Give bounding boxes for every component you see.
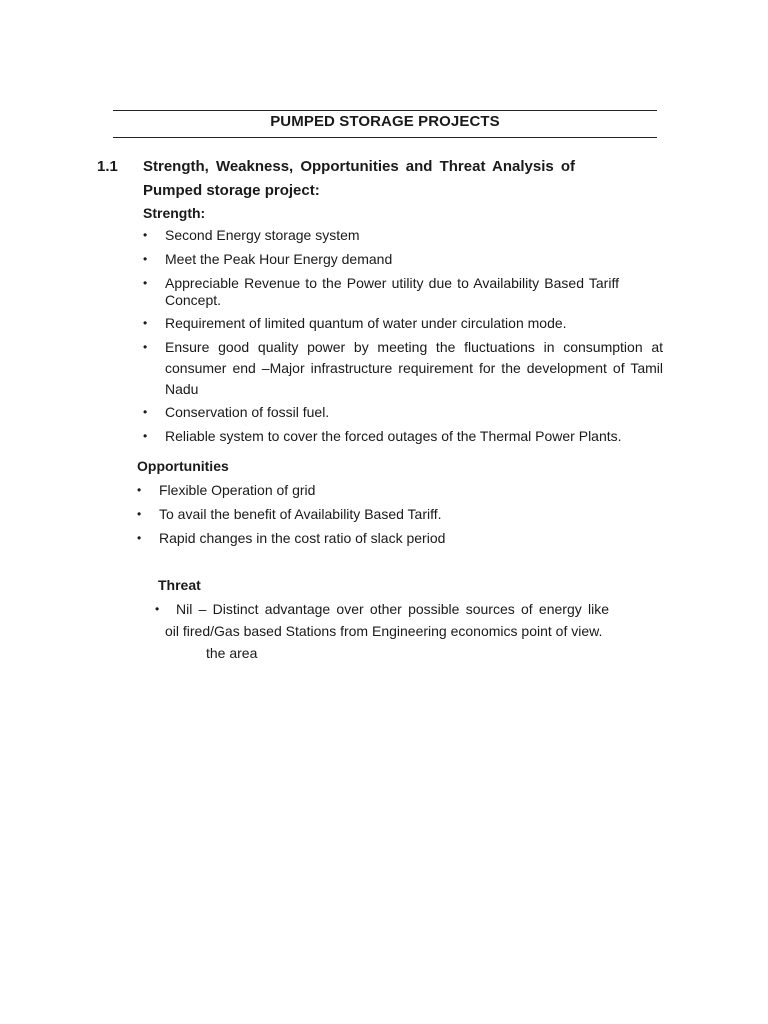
- strength-item: [165, 273, 619, 311]
- strength-item-text: consumer end –Major infrastructure requirement for the development of Tamil: [165, 360, 663, 376]
- strength-item-text: Appreciable Revenue to the Power utility due to Availability Based Tariff: [165, 275, 619, 291]
- strength-item: [165, 337, 663, 400]
- bullet-icon: •: [143, 316, 148, 330]
- bullet-icon: •: [143, 405, 148, 419]
- bullet-icon: •: [143, 340, 148, 354]
- title-bottom-rule: [113, 137, 657, 138]
- page-title: PUMPED STORAGE PROJECTS: [270, 113, 500, 130]
- bullet-icon: •: [143, 252, 148, 266]
- opportunities-heading: Opportunities: [137, 458, 229, 474]
- strength-item-text: Concept.: [165, 292, 222, 308]
- strength-item-text: Requirement of limited quantum of water under circulation mode.: [165, 315, 567, 331]
- strength-heading: Strength:: [143, 205, 206, 221]
- opportunity-item-text: Rapid changes in the cost ratio of slack period: [159, 530, 446, 546]
- threat-heading: Threat: [158, 577, 201, 593]
- strength-item-text: Reliable system to cover the forced outages of the Thermal Power Plants.: [165, 428, 622, 444]
- section-title-line-2: Pumped storage project:: [143, 182, 320, 199]
- opportunity-item: [159, 528, 659, 549]
- strength-item: [165, 225, 663, 246]
- trailing-text: the area: [206, 645, 258, 661]
- threat-item: [165, 599, 609, 642]
- section-number: 1.1: [97, 158, 118, 175]
- bullet-icon: •: [155, 602, 160, 616]
- strength-item: [165, 402, 663, 423]
- strength-item: [165, 426, 663, 447]
- strength-item-text: Ensure good quality power by meeting the fluctuations in consumption at: [165, 339, 663, 355]
- strength-item-text: Meet the Peak Hour Energy demand: [165, 251, 393, 267]
- opportunity-item-text: To avail the benefit of Availability Based Tariff.: [159, 506, 442, 522]
- strength-item-text: Nadu: [165, 381, 199, 397]
- section-title-line-1: Strength, Weakness, Opportunities and Threat Analysis of: [143, 158, 575, 175]
- strength-item: [165, 249, 663, 270]
- bullet-icon: •: [137, 531, 142, 545]
- bullet-icon: •: [137, 507, 142, 521]
- threat-item-text: Nil – Distinct advantage over other possible sources of energy like: [176, 601, 609, 617]
- opportunity-item: [159, 504, 659, 525]
- bullet-icon: •: [137, 483, 142, 497]
- bullet-icon: •: [143, 276, 148, 290]
- bullet-icon: •: [143, 429, 148, 443]
- opportunity-item-text: Flexible Operation of grid: [159, 482, 316, 498]
- strength-item: [165, 313, 663, 334]
- bullet-icon: •: [143, 228, 148, 242]
- opportunity-item: [159, 480, 659, 501]
- top-rule: [113, 110, 657, 111]
- threat-item-text: oil fired/Gas based Stations from Engineering economics point of view.: [165, 623, 603, 639]
- strength-item-text: Conservation of fossil fuel.: [165, 404, 330, 420]
- strength-item-text: Second Energy storage system: [165, 227, 360, 243]
